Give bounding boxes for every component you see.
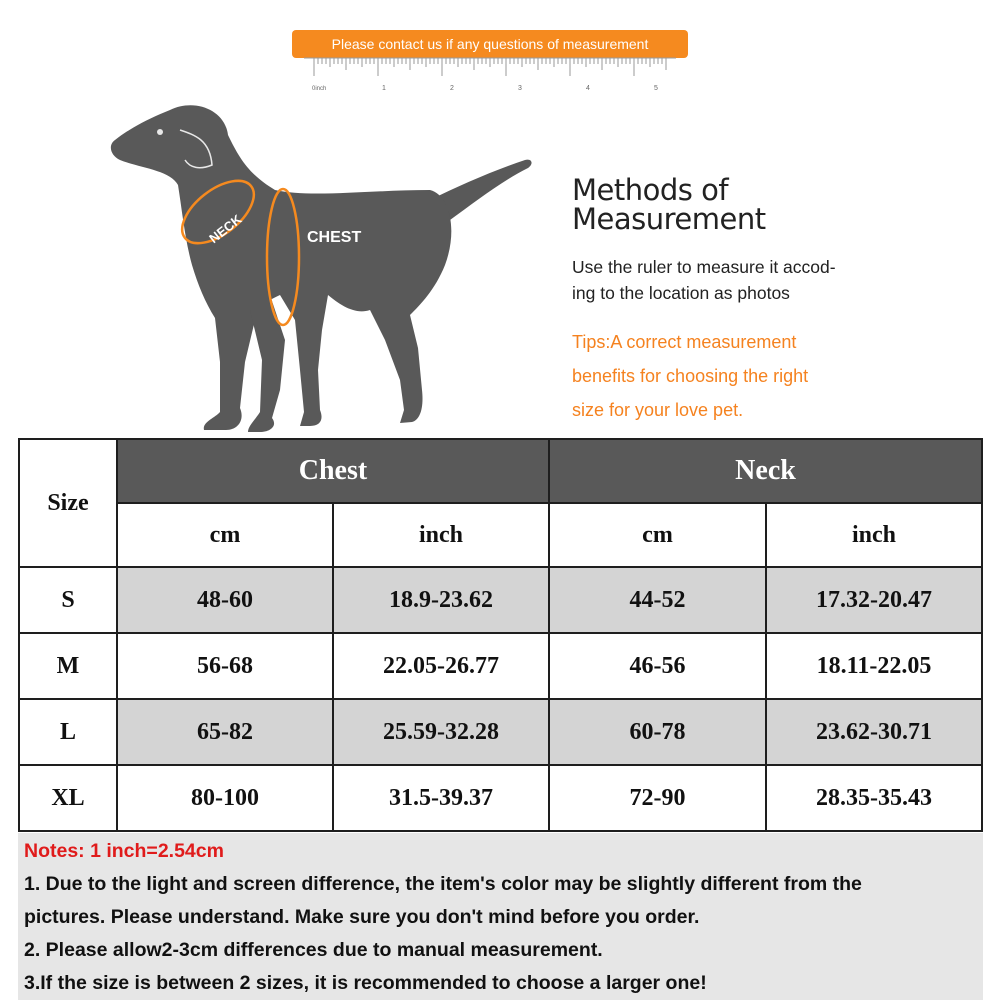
neck-inch-cell: 23.62-30.71 [766,699,982,765]
neck-inch-cell: 18.11-22.05 [766,633,982,699]
size-cell: M [19,633,117,699]
size-column-header: Size [19,439,117,567]
size-cell: S [19,567,117,633]
chest-cm-cell: 80-100 [117,765,333,831]
table-row [19,699,982,765]
note-line: 1. Due to the light and screen difference, the item's color may be slightly different from the [24,873,862,895]
neck-inch-header: inch [766,503,982,567]
neck-cm-cell: 72-90 [549,765,766,831]
note-line: 2. Please allow2-3cm differences due to manual measurement. [24,939,603,961]
table-row [19,567,982,633]
ruler-label-0: 0inch [312,86,327,92]
chest-cm-cell: 65-82 [117,699,333,765]
neck-inch-cell: 28.35-35.43 [766,765,982,831]
neck-cm-cell: 44-52 [549,567,766,633]
note-line: 3.If the size is between 2 sizes, it is recommended to choose a larger one! [24,972,707,994]
notes-heading: Notes: 1 inch=2.54cm [24,840,224,862]
chest-inch-header: inch [333,503,549,567]
ruler-label-3: 3 [518,85,522,92]
chest-cm-header: cm [117,503,333,567]
neck-group-header: Neck [549,439,982,503]
note-line: pictures. Please understand. Make sure you don't mind before you order. [24,906,700,928]
measurement-tips: Tips:A correct measurement benefits for choosing the right size for your love pet. [572,332,809,420]
table-row [19,633,982,699]
chest-inch-cell: 22.05-26.77 [333,633,549,699]
size-cell: L [19,699,117,765]
methods-instructions: Use the ruler to measure it accod- ing to the location as photos [572,257,836,303]
chest-label: CHEST [307,229,362,246]
table-row [19,765,982,831]
chest-cm-cell: 48-60 [117,567,333,633]
chest-inch-cell: 18.9-23.62 [333,567,549,633]
dog-silhouette-illustration [100,90,540,440]
size-cell: XL [19,765,117,831]
neck-inch-cell: 17.32-20.47 [766,567,982,633]
notes-panel [18,833,983,1000]
methods-title: Methods of Measurement [572,173,766,236]
neck-cm-cell: 46-56 [549,633,766,699]
ruler-label-2: 2 [450,85,454,92]
neck-cm-cell: 60-78 [549,699,766,765]
ruler-label-4: 4 [586,85,590,92]
chest-group-header: Chest [117,439,549,503]
neck-cm-header: cm [549,503,766,567]
chest-cm-cell: 56-68 [117,633,333,699]
ruler-label-1: 1 [382,85,386,92]
measurement-contact-banner: Please contact us if any questions of measurement [292,30,688,58]
ruler-label-5: 5 [654,85,658,92]
size-chart-table [18,438,983,832]
chest-inch-cell: 25.59-32.28 [333,699,549,765]
chest-inch-cell: 31.5-39.37 [333,765,549,831]
neck-label: NECK [206,211,245,247]
